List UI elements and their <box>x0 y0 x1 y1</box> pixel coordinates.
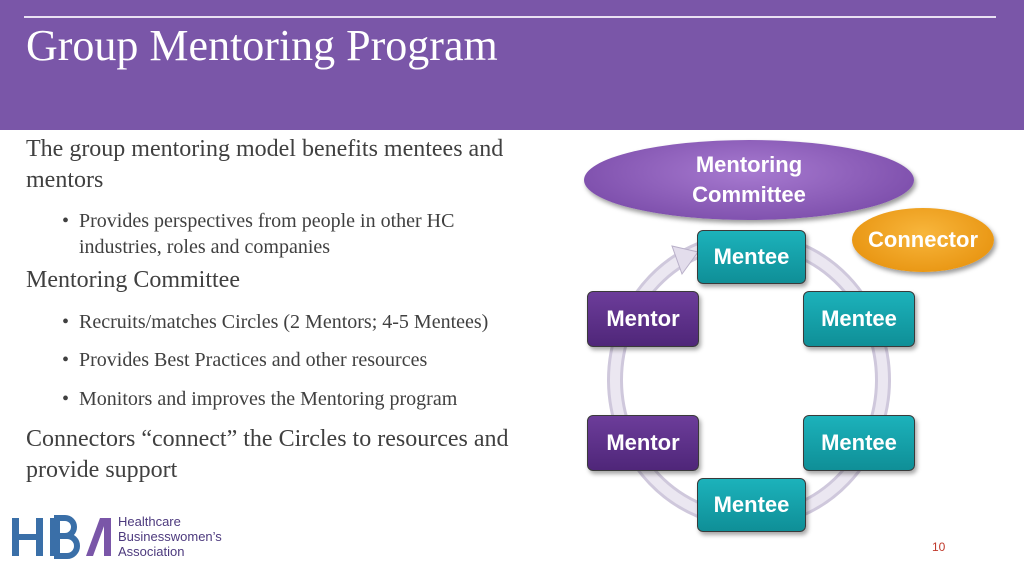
committee-line: Mentoring <box>695 152 803 177</box>
mentor-node-lower: Mentor <box>587 415 699 471</box>
mentee-node-bottom: Mentee <box>697 478 806 532</box>
connector-node: Connector <box>852 208 994 272</box>
slide-title: Group Mentoring Program <box>26 21 498 70</box>
bullet-dot: • <box>62 210 70 232</box>
logo-wordmark <box>118 514 222 559</box>
bullet-text: Recruits/matches Circles (2 Mentors; 4-5 Mentees) <box>79 311 489 333</box>
mentee-node-upper-right: Mentee <box>803 291 915 347</box>
committee-line: Committee <box>692 182 806 207</box>
intro-paragraph: The group mentoring model benefits mentees and mentors <box>26 136 504 193</box>
bullet-dot: • <box>62 311 70 333</box>
page-number: 10 <box>932 540 946 554</box>
bullet-text: Monitors and improves the Mentoring program <box>79 388 458 410</box>
connectors-paragraph: Connectors “connect” the Circles to resources and provide support <box>26 426 509 483</box>
logo-line: Healthcare <box>118 514 181 529</box>
mentee-node-lower-right: Mentee <box>803 415 915 471</box>
hba-logo <box>10 514 114 560</box>
logo-line: Association <box>118 544 185 559</box>
mentoring-committee-node <box>584 140 914 220</box>
mentor-node-upper: Mentor <box>587 291 699 347</box>
committee-heading: Mentoring Committee <box>26 267 240 293</box>
bullet-text: Provides Best Practices and other resources <box>79 349 428 371</box>
logo-line: Businesswomen’s <box>118 529 222 544</box>
mentee-node-top: Mentee <box>697 230 806 284</box>
bullet-dot: • <box>62 388 70 410</box>
bullet-dot: • <box>62 349 70 371</box>
bullet-text: Provides perspectives from people in other HC industries, roles and companies <box>79 210 455 258</box>
